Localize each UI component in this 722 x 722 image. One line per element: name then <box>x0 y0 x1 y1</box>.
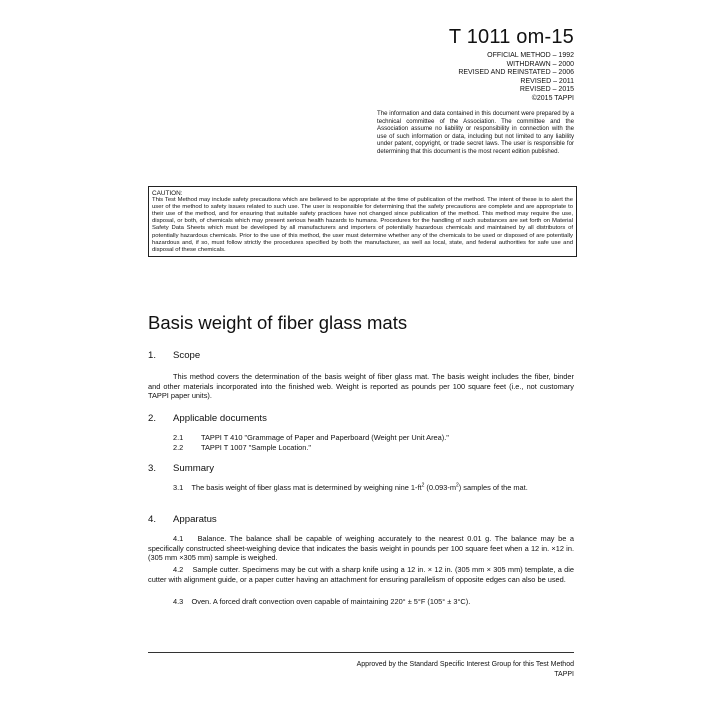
apparatus-item <box>148 565 574 584</box>
reference-number: 2.1 <box>173 433 184 442</box>
section-name: Applicable documents <box>173 413 267 424</box>
history-line: REVISED – 2011 <box>520 77 574 85</box>
reference-number: 2.2 <box>173 443 184 452</box>
apparatus-text: Balance. The balance shall be capable of weighing accurately to the nearest 0.01 g. The balance may be a specifically constructed sheet-weighing device that indicates the basis weight in pounds per 100 square feet when a 12 in. ×12 in. (305 mm ×305 mm) sample is weighed. <box>148 534 574 563</box>
scope-text: This method covers the determination of the basis weight of fiber glass mat. The basis weight includes the fiber, binder and other materials incorporated into the finished web. Weight is reported as pounds per 100 square feet (i.e., not customary TAPPI paper units). <box>148 372 574 401</box>
summary-paragraph <box>148 483 574 493</box>
caution-box <box>148 186 577 257</box>
section-name: Scope <box>173 350 201 361</box>
document-id: T 1011 om-15 <box>448 26 574 48</box>
paragraph-number: 4.3 <box>173 597 184 606</box>
history-line: OFFICIAL METHOD – 1992 <box>487 52 574 59</box>
summary-text: ) samples of the mat. <box>458 483 528 492</box>
paragraph-number: 4.2 <box>173 565 184 574</box>
section-number: 4. <box>148 514 157 525</box>
reference-text: TAPPI T 410 "Grammage of Paper and Paperboard (Weight per Unit Area)." <box>201 433 449 442</box>
document-title: Basis weight of fiber glass mats <box>148 312 408 333</box>
history-line: WITHDRAWN – 2000 <box>506 60 574 68</box>
summary-text: The basis weight of fiber glass mat is determined by weighing nine 1-ft <box>191 483 422 492</box>
paragraph-number: 3.1 <box>173 483 184 492</box>
caution-text: This Test Method may include safety precautions which are believed to be appropriate at the time of publication of the method. The intent of these is to alert the user of the method to safety issues related to such use. The user is responsible for determining that the safety precautions are complete and are appropriate to their use of the method, and for ensuring that suitable safety practices have not changed since publication of the method. This method may require the use, disposal, or both, of chemicals which may present serious health hazards to humans. Procedures for the handling of such substances are set forth on Material Safety Data Sheets which must be developed by all manufacturers and importers of potentially hazardous chemicals and maintained by all distributors of potentially hazardous chemicals. Prior to the use of this method, the user must determine whether any of the chemicals to be used or disposed of are potentially hazardous and, if so, must follow strictly the procedures specified by both the manufacturer, as well as local, state, and federal authorities for safe use and disposal of these chemicals. <box>152 197 573 253</box>
organization-name: TAPPI <box>554 670 574 678</box>
section-number: 1. <box>148 350 157 361</box>
caution-title: CAUTION: <box>152 190 183 197</box>
section-number: 2. <box>148 413 157 424</box>
apparatus-item <box>148 534 574 563</box>
superscript: 2 <box>455 482 459 489</box>
apparatus-text: Sample cutter. Specimens may be cut with a sharp knife using a 12 in. × 12 in. (305 mm × 305 mm) template, a die cutter with alignment guide, or a paper cutter having an attachment for ensuring parallelism of opposite edges can also be used. <box>148 565 574 584</box>
section-name: Apparatus <box>173 514 217 525</box>
apparatus-item <box>148 597 574 607</box>
history-line: REVISED – 2015 <box>519 86 574 94</box>
section-name: Summary <box>173 463 215 474</box>
apparatus-text: Oven. A forced draft convection oven capable of maintaining 220° ± 5°F (105° ± 3°C). <box>191 597 471 606</box>
reference-text: TAPPI T 1007 "Sample Location." <box>201 443 312 452</box>
paragraph-number: 4.1 <box>173 534 184 543</box>
approval-line: Approved by the Standard Specific Interest Group for this Test Method <box>356 661 574 668</box>
history-line: REVISED AND REINSTATED – 2006 <box>458 69 574 77</box>
superscript: 2 <box>421 482 425 489</box>
scope-paragraph <box>148 372 574 401</box>
liability-notice: The information and data contained in this document were prepared by a technical committee of the Association. The committee and the Association assume no liability or responsibility in connection with the use of such information or data, including but not limited to any liability under patent, copyright, or trade secret laws. The user is responsible for determining that this document is the most recent edition published. <box>377 110 574 155</box>
summary-text: (0.093-m <box>424 483 456 492</box>
footer-divider <box>148 652 574 653</box>
footer <box>357 660 574 679</box>
section-number: 3. <box>148 463 157 474</box>
revision-history <box>458 52 574 104</box>
history-line: ©2015 TAPPI <box>531 94 574 102</box>
